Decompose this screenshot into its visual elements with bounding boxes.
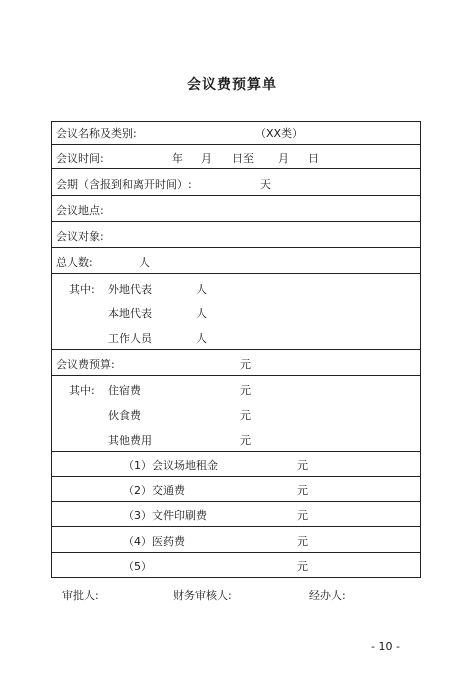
row-divider — [52, 144, 420, 145]
row-divider — [52, 247, 420, 248]
transport-fee-label: （2）交通费 — [123, 484, 185, 497]
meeting-category-value: （XX类） — [255, 127, 304, 140]
local-reps-label: 本地代表 — [108, 307, 152, 320]
row-divider — [52, 501, 420, 502]
out-of-town-reps-unit: 人 — [196, 283, 207, 296]
transport-fee-unit: 元 — [297, 484, 308, 497]
meeting-budget-label: 会议费预算: — [56, 358, 115, 371]
staff-label: 工作人员 — [108, 332, 152, 345]
meeting-time-label: 会议时间: — [56, 152, 104, 165]
row-divider — [52, 476, 420, 477]
handler-label: 经办人: — [309, 589, 346, 602]
row-divider — [52, 375, 420, 376]
food-fee-unit: 元 — [240, 409, 251, 422]
meeting-budget-unit: 元 — [240, 358, 251, 371]
time-year: 年 — [172, 152, 183, 165]
row-divider — [52, 221, 420, 222]
printing-fee-unit: 元 — [297, 509, 308, 522]
page-number: - 10 - — [371, 640, 400, 653]
time-day-to: 日至 — [232, 152, 254, 165]
meeting-place-label: 会议地点: — [56, 204, 104, 217]
item-5-unit: 元 — [297, 560, 308, 573]
lodging-fee-unit: 元 — [240, 384, 251, 397]
time-month: 月 — [201, 152, 212, 165]
meeting-period-label: 会期（含报到和离开时间）: — [56, 178, 192, 191]
meeting-target-label: 会议对象: — [56, 230, 104, 243]
row-divider — [52, 168, 420, 169]
medical-fee-unit: 元 — [297, 535, 308, 548]
venue-rent-unit: 元 — [297, 459, 308, 472]
other-fee-unit: 元 — [240, 434, 251, 447]
medical-fee-label: （4）医药费 — [123, 535, 185, 548]
lodging-fee-label: 住宿费 — [108, 384, 141, 397]
finance-auditor-label: 财务审核人: — [173, 589, 232, 602]
people-breakdown-prefix: 其中: — [69, 283, 95, 296]
form-title: 会议费预算单 — [187, 77, 277, 93]
venue-rent-label: （1）会议场地租金 — [123, 459, 218, 472]
period-unit: 天 — [260, 178, 271, 191]
local-reps-unit: 人 — [196, 307, 207, 320]
time-day-2: 日 — [308, 152, 319, 165]
printing-fee-label: （3）文件印刷费 — [123, 509, 207, 522]
staff-unit: 人 — [196, 332, 207, 345]
row-divider — [52, 195, 420, 196]
budget-table — [51, 121, 421, 578]
food-fee-label: 伙食费 — [108, 409, 141, 422]
meeting-name-label: 会议名称及类别: — [56, 127, 137, 140]
row-divider — [52, 552, 420, 553]
total-people-unit: 人 — [139, 256, 150, 269]
other-fee-label: 其他费用 — [108, 434, 152, 447]
budget-breakdown-prefix: 其中: — [69, 384, 95, 397]
row-divider — [52, 526, 420, 527]
time-month-2: 月 — [278, 152, 289, 165]
approver-label: 审批人: — [62, 589, 99, 602]
row-divider — [52, 273, 420, 274]
total-people-label: 总人数: — [56, 256, 93, 269]
item-5-label: （5） — [123, 560, 152, 573]
out-of-town-reps-label: 外地代表 — [108, 283, 152, 296]
row-divider — [52, 349, 420, 350]
row-divider — [52, 451, 420, 452]
